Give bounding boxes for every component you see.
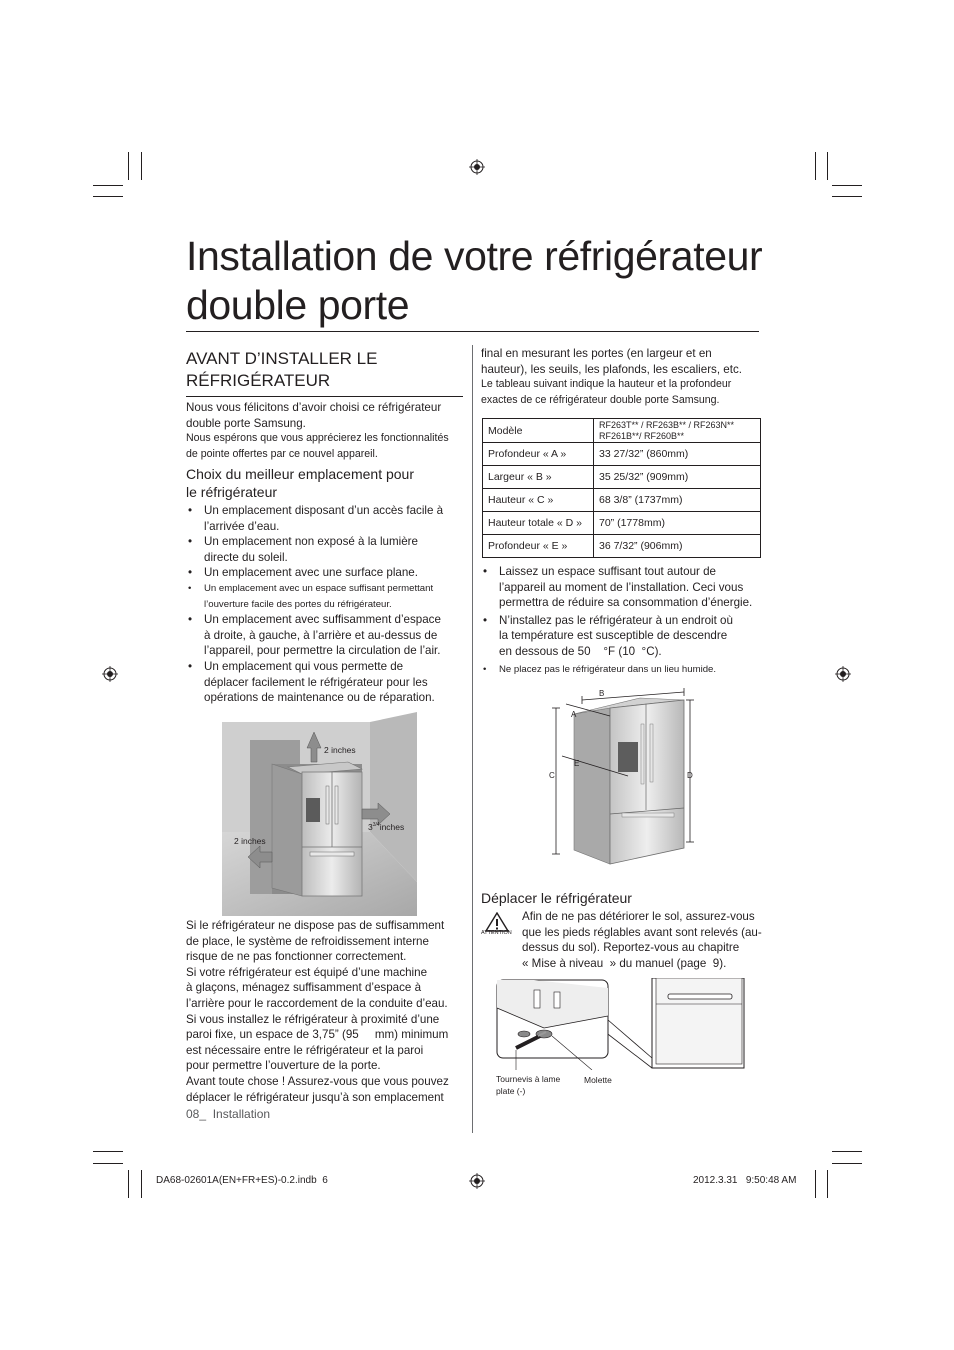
- title-divider: [186, 331, 759, 332]
- clearance-rear-label: [368, 822, 404, 832]
- registration-mark-icon: [835, 666, 851, 682]
- list-item-line: l’appareil, pour permettre la circulation de l’air.: [204, 644, 441, 658]
- crop-mark: [128, 152, 129, 180]
- list-item-line: directe du soleil.: [204, 550, 288, 564]
- table-row: [483, 466, 761, 489]
- list-item-line: Un emplacement qui vous permette de: [204, 659, 404, 673]
- paragraph-line: Si le réfrigérateur ne dispose pas de suffisamment: [186, 919, 445, 932]
- location-heading-line: le réfrigérateur: [186, 484, 278, 500]
- crop-mark: [93, 1163, 123, 1164]
- dimension-label-d: D: [687, 771, 693, 780]
- list-item-line: la température est susceptible de descendre: [499, 629, 728, 643]
- list-item-line: à droite, à gauche, à l’arrière et au-dessus de: [204, 628, 438, 642]
- column-divider: [472, 345, 473, 1133]
- dimension-label-c: C: [549, 771, 555, 780]
- dimension-label-e: E: [574, 759, 580, 768]
- clearance-illustration: [222, 712, 418, 916]
- table-cell-value: 70” (1778mm): [594, 512, 761, 535]
- footer-file-name: DA68-02601A(EN+FR+ES)-0.2.indb 6: [156, 1175, 328, 1186]
- list-item: [186, 659, 466, 706]
- location-bullet-list: [186, 503, 466, 706]
- crop-mark: [128, 1170, 129, 1198]
- paragraph-line: de place, le système de refroidissement interne: [186, 934, 429, 948]
- dimensions-table: [482, 418, 761, 558]
- paragraph-line: dessus du sol). Reportez-vous au chapitre: [522, 941, 740, 955]
- location-heading-line: Choix du meilleur emplacement pour: [186, 466, 414, 482]
- footer-timestamp: 2012.3.31 9:50:48 AM: [693, 1175, 797, 1186]
- registration-mark-icon: [469, 159, 485, 175]
- crop-mark: [827, 1170, 828, 1198]
- intro-paragraph: [186, 400, 466, 462]
- list-item-line: Un emplacement avec un espace suffisant permettant: [204, 582, 434, 594]
- table-cell-line: RF261B**/ RF260B**: [599, 430, 685, 441]
- list-item-line: Laissez un espace suffisant tout autour de: [499, 565, 716, 578]
- table-cell-value: 68 3/8” (1737mm): [594, 489, 761, 512]
- list-item-line: Un emplacement disposant d’un accès facile à: [204, 504, 444, 517]
- crop-mark: [93, 185, 123, 186]
- list-item: [186, 534, 466, 565]
- registration-mark-icon: [102, 666, 118, 682]
- paragraph-line: final en mesurant les portes (en largeur et en: [481, 347, 712, 360]
- clearance-paragraph: [186, 918, 468, 1105]
- paragraph-line: paroi fixe, un espace de 3,75” (95 mm) minimum: [186, 1028, 449, 1042]
- table-cell-label: Profondeur « E »: [483, 535, 594, 558]
- tips-bullet-list: [481, 564, 771, 677]
- paragraph-line: est nécessaire entre le réfrigérateur et la paroi: [186, 1043, 424, 1057]
- paragraph-line: déplacer le réfrigérateur jusqu’à son emplacement: [186, 1090, 444, 1104]
- paragraph-line: que les pieds réglables avant sont relevés (au-: [522, 925, 762, 939]
- crop-mark: [832, 185, 862, 186]
- paragraph-line: Afin de ne pas détériorer le sol, assurez-vous: [522, 910, 755, 923]
- move-paragraph: [522, 909, 767, 971]
- table-row: [483, 419, 761, 443]
- list-item: [186, 503, 466, 534]
- registration-mark-icon: [469, 1173, 485, 1189]
- clearance-top-label: 2 inches: [324, 745, 356, 755]
- table-cell-label: Profondeur « A »: [483, 443, 594, 466]
- section-heading-line: RÉFRIGÉRATEUR: [186, 371, 331, 390]
- clearance-rear-unit: inches: [379, 822, 405, 832]
- table-cell-value: 36 7/32” (906mm): [594, 535, 761, 558]
- leg-adjustment-illustration: [494, 978, 746, 1070]
- intro-line: double porte Samsung.: [186, 416, 306, 430]
- list-item-line: l’arrivée d’eau.: [204, 519, 280, 533]
- paragraph-line: exactes de ce réfrigérateur double porte Samsung.: [481, 393, 720, 406]
- crop-mark: [832, 1163, 862, 1164]
- list-item: [186, 565, 466, 581]
- crop-mark: [832, 196, 862, 197]
- table-row: [483, 443, 761, 466]
- table-cell-value: 35 25/32” (909mm): [594, 466, 761, 489]
- list-item: [481, 564, 771, 611]
- paragraph-line: « Mise à niveau » du manuel (page 9).: [522, 956, 727, 970]
- move-heading: Déplacer le réfrigérateur: [481, 890, 632, 906]
- list-item-line: Un emplacement avec une surface plane.: [204, 566, 418, 580]
- intro-line: Nous espérons que vous apprécierez les fonctionnalités: [186, 432, 449, 445]
- intro-line: de pointe offertes par ce nouvel appareil.: [186, 447, 378, 460]
- table-cell-label: Modèle: [483, 419, 594, 443]
- warning-triangle-icon: [485, 912, 509, 932]
- crop-mark: [141, 1170, 142, 1198]
- crop-mark: [93, 1151, 123, 1152]
- table-cell-value: [594, 419, 761, 443]
- dimension-illustration: [544, 686, 704, 872]
- section-heading: [186, 348, 466, 392]
- list-item: [481, 662, 771, 678]
- list-item: [481, 613, 771, 660]
- table-cell-value: 33 27/32” (860mm): [594, 443, 761, 466]
- page-title-line: Installation de votre réfrigérateur: [186, 233, 763, 279]
- paragraph-line: risque de ne pas fonctionner correctement.: [186, 950, 407, 964]
- crop-mark: [827, 152, 828, 180]
- table-cell-line: RF263T** / RF263B** / RF263N**: [599, 419, 735, 430]
- clearance-rear-number: 3: [368, 822, 373, 832]
- page-title: [186, 232, 806, 330]
- screwdriver-label: [496, 1073, 560, 1097]
- screwdriver-label-line: Tournevis à lame: [496, 1074, 561, 1084]
- crop-mark: [815, 1170, 816, 1198]
- crop-mark: [815, 152, 816, 180]
- paragraph-line: à glaçons, ménagez suffisamment d’espace à: [186, 981, 422, 995]
- list-item-line: permettra de réduire sa consommation d’énergie.: [499, 596, 753, 610]
- screwdriver-label-line: plate (-): [496, 1086, 526, 1096]
- wheel-label: Molette: [584, 1075, 612, 1085]
- crop-mark: [832, 1151, 862, 1152]
- paragraph-line: Si vous installez le réfrigérateur à proximité d’une: [186, 1012, 440, 1026]
- list-item-line: N’installez pas le réfrigérateur à un endroit où: [499, 613, 733, 627]
- table-row: [483, 489, 761, 512]
- paragraph-line: Le tableau suivant indique la hauteur et la profondeur: [481, 378, 732, 391]
- attention-label: ATTENTION: [481, 930, 512, 936]
- clearance-rear-fraction: 3/4: [372, 822, 380, 829]
- crop-mark: [141, 152, 142, 180]
- list-item-line: déplacer facilement le réfrigérateur pour les: [204, 675, 428, 689]
- paragraph-line: pour permettre l’ouverture de la porte.: [186, 1059, 381, 1073]
- section-heading-line: AVANT D’INSTALLER LE: [186, 349, 378, 368]
- section-divider: [186, 396, 463, 397]
- paragraph-line: l’arrière pour le raccordement de la conduite d’eau.: [186, 996, 448, 1010]
- paragraph-line: hauteur), les seuils, les plafonds, les escaliers, etc.: [481, 362, 742, 376]
- table-cell-label: Hauteur totale « D »: [483, 512, 594, 535]
- table-row: [483, 512, 761, 535]
- clearance-side-label: 2 inches: [234, 836, 266, 846]
- paragraph-line: Si votre réfrigérateur est équipé d’une machine: [186, 965, 428, 979]
- list-item-line: Un emplacement non exposé à la lumière: [204, 535, 418, 549]
- dimension-label-b: B: [599, 689, 605, 698]
- paragraph-line: Avant toute chose ! Assurez-vous que vous pouvez: [186, 1074, 449, 1088]
- table-cell-label: Hauteur « C »: [483, 489, 594, 512]
- page-title-line: double porte: [186, 282, 410, 328]
- table-cell-label: Largeur « B »: [483, 466, 594, 489]
- page-number-label: 08_ Installation: [186, 1107, 271, 1121]
- crop-mark: [93, 196, 123, 197]
- list-item: [186, 581, 466, 612]
- list-item: [186, 612, 466, 659]
- list-item-line: en dessous de 50 °F (10 °C).: [499, 644, 662, 658]
- list-item-line: Un emplacement avec suffisamment d’espace: [204, 613, 441, 627]
- list-item-line: l’ouverture facile des portes du réfrigérateur.: [204, 598, 392, 610]
- table-row: [483, 535, 761, 558]
- dimension-label-a: A: [571, 710, 577, 719]
- list-item-line: l’appareil au moment de l’installation. Ceci vous: [499, 580, 744, 594]
- list-item-line: Ne placez pas le réfrigérateur dans un lieu humide.: [499, 663, 717, 675]
- location-heading: [186, 465, 466, 501]
- list-item-line: opérations de maintenance ou de réparation.: [204, 691, 435, 705]
- continued-paragraph: [481, 346, 771, 408]
- intro-line: Nous vous félicitons d’avoir choisi ce réfrigérateur: [186, 401, 442, 414]
